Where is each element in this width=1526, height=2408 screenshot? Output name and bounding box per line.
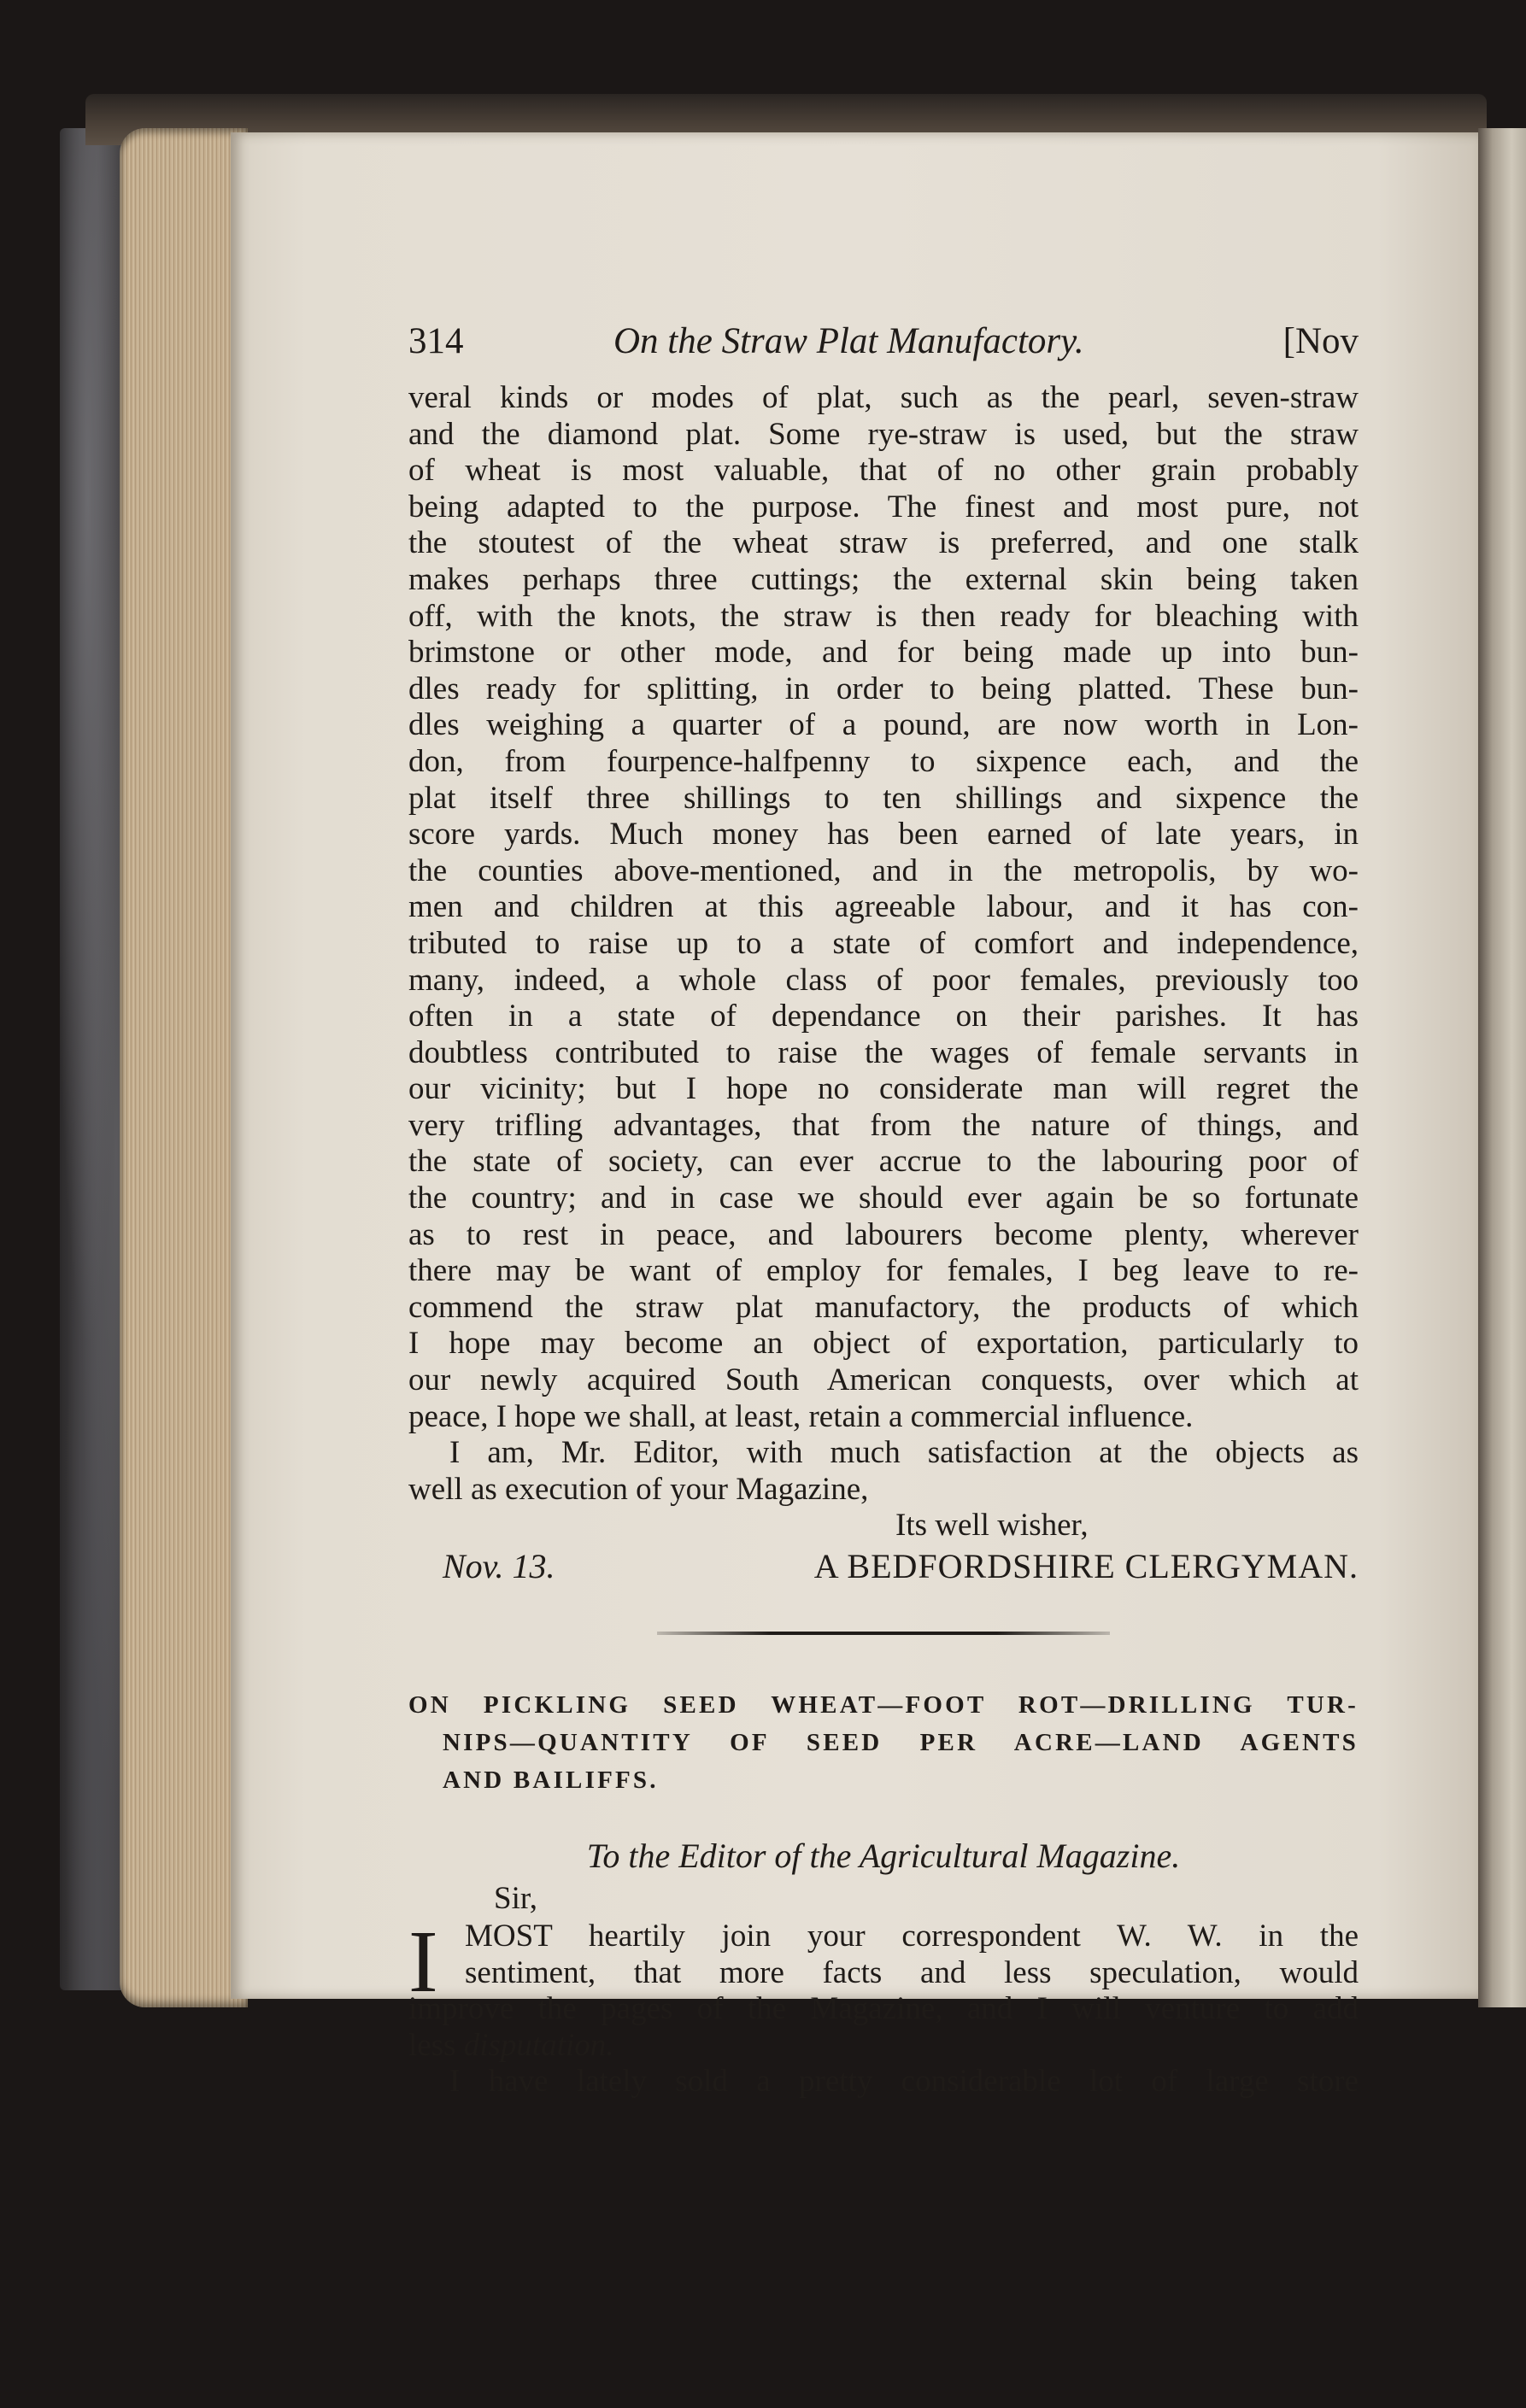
article-title-line: NIPS—QUANTITY OF SEED PER ACRE—LAND AGENTS — [443, 1729, 1359, 1756]
text-line: the state of society, can ever accrue to the labouring poor of — [408, 1144, 1359, 1180]
text-line: our vicinity; but I hope no considerate man will regret the — [408, 1071, 1359, 1107]
text-line: sentiment, that more facts and less speculation, would — [465, 1954, 1359, 1990]
text-line: there may be want of employ for females, I beg leave to re- — [408, 1253, 1359, 1289]
text-line: makes perhaps three cuttings; the external skin being taken — [408, 561, 1359, 597]
closing-valediction: Its well wisher, — [895, 1508, 1089, 1544]
text-line: the counties above-mentioned, and in the metropolis, by wo- — [408, 852, 1359, 888]
text-line: as to rest in peace, and labourers become plenty, wherever — [408, 1216, 1359, 1252]
page-text — [408, 320, 1359, 2100]
text-line: the country; and in case we should ever again be so fortunate — [408, 1181, 1359, 1216]
text-line: dles weighing a quarter of a pound, are now worth in Lon- — [408, 707, 1359, 743]
running-title: On the Straw Plat Manufactory. — [613, 321, 1084, 361]
letter-signature: A BEDFORDSHIRE CLERGYMAN. — [813, 1547, 1359, 1585]
text-line: I hope may become an object of exportation, particularly to — [408, 1326, 1359, 1362]
text-line: of wheat is most valuable, that of no other grain probably — [408, 453, 1359, 489]
article-title-line: AND BAILIFFS. — [443, 1766, 659, 1794]
text-line: brimstone or other mode, and for being made up into bun- — [408, 635, 1359, 671]
running-header — [408, 320, 1359, 368]
text-line — [408, 2028, 1359, 2065]
text-line: very trifling advantages, that from the nature of things, and — [408, 1107, 1359, 1143]
article-body — [408, 1913, 1359, 2100]
drop-cap: I — [408, 1913, 438, 2011]
letter-date: Nov. 13. — [443, 1547, 555, 1585]
text-line: the stoutest of the wheat straw is preferred, and one stalk — [408, 525, 1359, 561]
text-line: improve the pages of the Magazine, and I will venture to add — [408, 1991, 1359, 2027]
text-line: commend the straw plat manufactory, the products of which — [408, 1289, 1359, 1325]
signature-row — [408, 1546, 1359, 1589]
facing-page-edge — [1478, 128, 1526, 2007]
text-line: many, indeed, a whole class of poor females, previously too — [408, 962, 1359, 998]
text-line: often in a state of dependance on their parishes. It has — [408, 999, 1359, 1034]
text-line: our newly acquired South American conquests, over which at — [408, 1362, 1359, 1398]
italic-text: disputation. — [463, 2027, 614, 2063]
closing-line: I am, Mr. Editor, with much satisfaction at the objects as — [449, 1435, 1359, 1471]
text-line: off, with the knots, the straw is then ready for bleaching with — [408, 598, 1359, 634]
text-line: being adapted to the purpose. The finest and most pure, not — [408, 489, 1359, 524]
text-line: MOST heartily join your correspondent W. W. in the — [465, 1919, 1359, 1954]
text-line: I have lately sold a pretty considerable lot of large store — [449, 2064, 1359, 2100]
article-address: To the Editor of the Agricultural Magazine. — [586, 1837, 1181, 1875]
closing-line: well as execution of your Magazine, — [408, 1471, 869, 1507]
page-number: 314 — [408, 321, 464, 361]
text-line: plat itself three shillings to ten shillings and sixpence the — [408, 780, 1359, 816]
text-line: doubtless contributed to raise the wages of female servants in — [408, 1034, 1359, 1070]
text-line: veral kinds or modes of plat, such as the pearl, seven-straw — [408, 380, 1359, 415]
text-line: men and children at this agreeable labour, and it has con- — [408, 889, 1359, 925]
text-line: tributed to raise up to a state of comfort and independence, — [408, 925, 1359, 961]
article-title-line: ON PICKLING SEED WHEAT—FOOT ROT—DRILLING TUR- — [408, 1691, 1359, 1719]
header-month: [Nov — [1282, 321, 1359, 361]
text-line: don, from fourpence-halfpenny to sixpence each, and the — [408, 743, 1359, 779]
letter-body — [408, 380, 1359, 1589]
section-divider — [657, 1632, 1110, 1635]
article-salutation: Sir, — [494, 1881, 537, 1916]
text-line: dles ready for splitting, in order to being platted. These bun- — [408, 671, 1359, 706]
text-span: less — [408, 2027, 464, 2063]
page-edges — [120, 128, 248, 2007]
article-title — [408, 1686, 1359, 1799]
text-line: and the diamond plat. Some rye-straw is used, but the straw — [408, 416, 1359, 452]
text-line: peace, I hope we shall, at least, retain a commercial influence. — [408, 1398, 1194, 1434]
text-line: score yards. Much money has been earned of late years, in — [408, 817, 1359, 852]
